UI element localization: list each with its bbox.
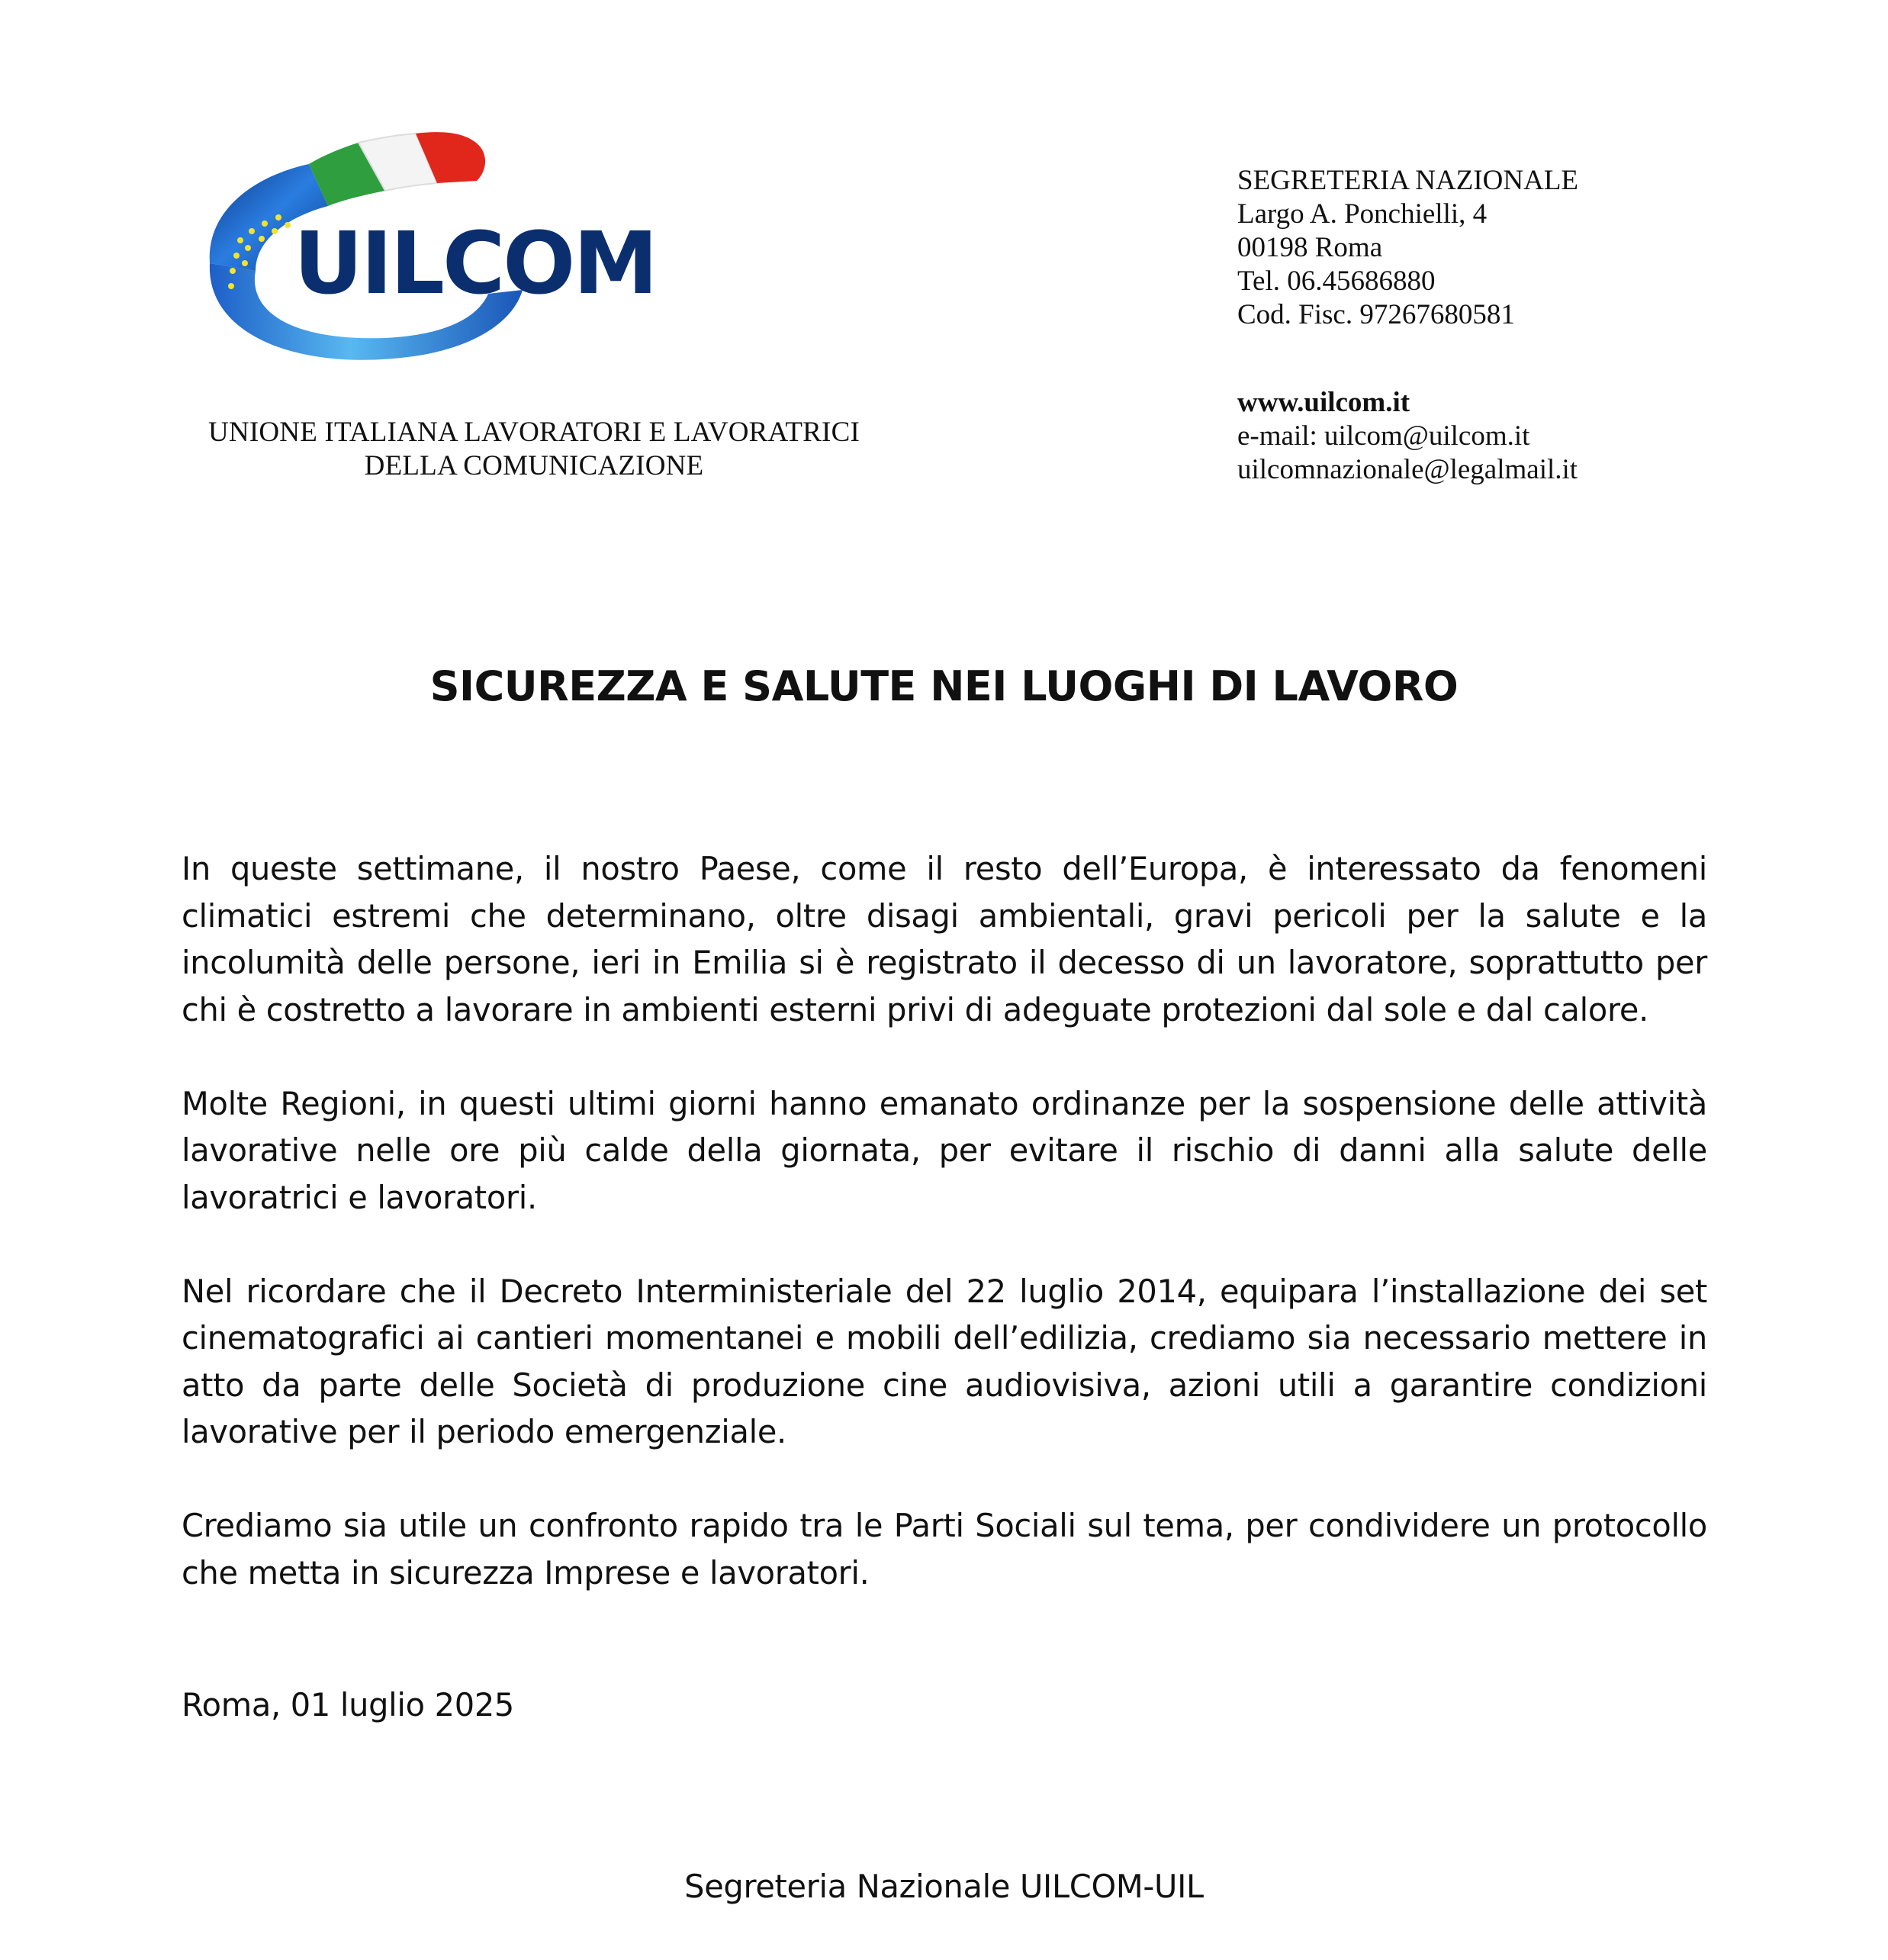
office-name: SEGRETERIA NAZIONALE (1237, 165, 1579, 196)
document-title: SICUREZZA E SALUTE NEI LUOGHI DI LAVORO (429, 662, 1459, 710)
signature: Segreteria Nazionale UILCOM-UIL (684, 1868, 1204, 1905)
document-date: Roma, 01 luglio 2025 (182, 1686, 515, 1723)
logo-wordmark: UILCOM (294, 214, 656, 314)
organization-name (145, 416, 923, 483)
paragraph: Crediamo sia utile un confronto rapido tra le Parti Sociali sul tema, per condividere un protocollo che metta in sicurezza Imprese e lavoratori. (182, 1507, 1707, 1591)
contact-spacer (1237, 332, 1848, 386)
email-link[interactable]: e-mail: uilcom@uilcom.it (1237, 420, 1530, 452)
phone: Tel. 06.45686880 (1237, 266, 1436, 297)
organization-name-line2: DELLA COMUNICAZIONE (364, 450, 704, 481)
contact-block (1237, 164, 1848, 487)
city: 00198 Roma (1237, 232, 1383, 263)
organization-name-line1: UNIONE ITALIANA LAVORATORI E LAVORATRICI (208, 417, 860, 448)
paragraph: In queste settimane, il nostro Paese, come il resto dell’Europa, è interessato da fenomeni climatici estremi che determinano, oltre disagi ambientali, gravi pericoli per la salute e la incolumità delle persone, ieri in Emilia si è registrato il decesso di un lavoratore, soprattutto per chi è costretto a lavorare in ambienti esterni privi di adeguate protezioni dal sole e dal calore. (182, 850, 1707, 1028)
document-body (182, 845, 1707, 1643)
paragraph: Molte Regioni, in questi ultimi giorni hanno emanato ordinanze per la sospensione delle attività lavorative nelle ore più calde della giornata, per evitare il rischio di danni alla salute delle lavoratrici e lavoratori. (182, 1084, 1707, 1216)
pec-link[interactable]: uilcomnazionale@legalmail.it (1237, 454, 1578, 485)
address: Largo A. Ponchielli, 4 (1237, 198, 1488, 230)
website-link[interactable]: www.uilcom.it (1237, 387, 1410, 418)
paragraph: Nel ricordare che il Decreto Interministeriale del 22 luglio 2014, equipara l’installazione dei set cinematografici ai cantieri momentanei e mobili dell’edilizia, crediamo sia necessario mettere in atto da parte delle Società di produzione cine audiovisiva, azioni utili a garantire condizioni lavorative per il periodo emergenziale. (182, 1272, 1707, 1450)
tax-code: Cod. Fisc. 97267680581 (1237, 299, 1515, 330)
